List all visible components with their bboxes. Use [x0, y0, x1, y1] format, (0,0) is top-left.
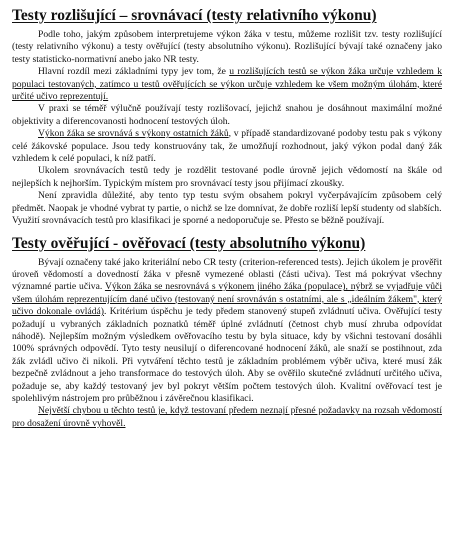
- paragraph: [12, 190, 442, 215]
- underlined-text: u rozlišujících testů se výkon žáka určuje vzhledem k populaci testovaných, zatímco u testů ověřujících se výkon určuje vzhledem ke všem možným úlohám, které určité učivo reprezentují.: [12, 66, 442, 103]
- heading-relative-tests: Testy rozlišující – srovnávací (testy relativního výkonu): [12, 7, 377, 24]
- text-run: . Kritérium úspěchu je tedy předem stanovený stupeň zvládnutí učiva. Ověřující testy požadují u vybraných základních poznatků téměř úplné zvládnutí (četnost chyb musí zhruba odpovídat náhodě). Nejlepším možným výsledkem ověřovacího testu by byla situace, kdy by všichni testovaní dosáhli 100% správných odpovědí. Tyto testy neusilují o diferencované hodnocení žáků, ale snaží se postihnout, zda žák zvládl učivo či nikoli. Při vytváření těchto testů je základním problémem výběr učiva, které musí žák bezpečně zvládnout a jeho transformace do testových úloh. Aby se ověřilo skutečné zvládnutí určitého učiva, požaduje se, aby každý testovaný jev byl pokryt větším počtem testových úloh. Kvalitní ověřovací test je spolehlivým nástrojem pro průběžnou i závěrečnou klasifikaci.: [12, 306, 443, 404]
- section-absolute-tests-body: [12, 257, 442, 431]
- paragraph: [12, 405, 442, 430]
- underlined-text: Výkon žáka se srovnává s výkony ostatních žáků: [38, 128, 229, 140]
- text-run: V praxi se téměř výlučně používají testy rozlišovací, jejichž snahou je dosáhnout maximální možné objektivity a diferencovanosti hodnocení testových úloh.: [12, 103, 442, 127]
- section-relative-tests: [12, 6, 442, 228]
- text-run: Podle toho, jakým způsobem interpretujeme výkon žáka v testu, můžeme rozlišit tzv. testy rozlišující (testy relativního výkonu) a testy ověřující (testy absolutního výkonu). Rozlišující bývají také označeny jako testy statisticko-normativní anebo jako NR testy.: [12, 29, 442, 65]
- section-absolute-tests: [12, 234, 442, 431]
- paragraph: [12, 215, 442, 227]
- paragraph: [12, 29, 442, 66]
- text-run: Není zpravidla důležité, aby tento typ testu svým obsahem pokryl vyčerpávajícím způsobem celý předmět. Naopak je vhodné vybrat ty partie, o nichž se lze domnívat, že dobře rozliší lepší studenty od slabších.: [12, 190, 442, 214]
- paragraph: [12, 257, 442, 406]
- text-run: Využití srovnávacích testů pro klasifikaci je sporné a nedoporučuje se. Přesto se běžně používají.: [12, 215, 385, 227]
- document-page: [12, 6, 442, 430]
- paragraph: [12, 128, 442, 165]
- text-run: Ukolem srovnávacích testů tedy je rozdělit testované podle úrovně jejich vědomostí na škále od nejlepších k nejhorším. Typickým místem pro srovnávací testy jsou přijímací zkoušky.: [12, 165, 442, 189]
- text-run: Hlavní rozdíl mezi základními typy jev tom, že: [38, 66, 230, 78]
- underlined-text: Největší chybou u těchto testů je, když testovaní předem neznají přesné požadavky na rozsah vědomostí pro dosažení úrovně vyhověl.: [12, 405, 442, 429]
- paragraph: [12, 165, 442, 190]
- section-relative-tests-body: [12, 29, 442, 228]
- paragraph: [12, 103, 442, 128]
- text-run: Bývají označeny také jako kriteriální nebo CR testy (criterion-referenced tests). Jejich úkolem je prověřit úroveň vědomostí a dovedností žáka v přesně vymezené oblasti (části učiva). Test má pokrývat všechny významné partie učiva.: [12, 256, 442, 293]
- paragraph: [12, 66, 442, 103]
- heading-absolute-tests: Testy ověřující - ověřovací (testy absolutního výkonu): [12, 234, 366, 252]
- underlined-text: Výkon žáka se nesrovnává s výkonem jiného žáka (populace), nýbrž se vyjadřuje vůči všem úlohám reprezentujícím dané učivo (testovaný není srovnáván s ostatními, ale s „ideálním žákem", který učivo dokonale ovládá): [12, 281, 442, 318]
- text-run: , v případě standardizované podoby testu pak s výkony celé žákovské populace. Jsou tedy konstruovány tak, že umožňují rozhodnout, jaký výkon podal daný žák vzhledem k celé populaci, k níž patří.: [12, 128, 442, 165]
